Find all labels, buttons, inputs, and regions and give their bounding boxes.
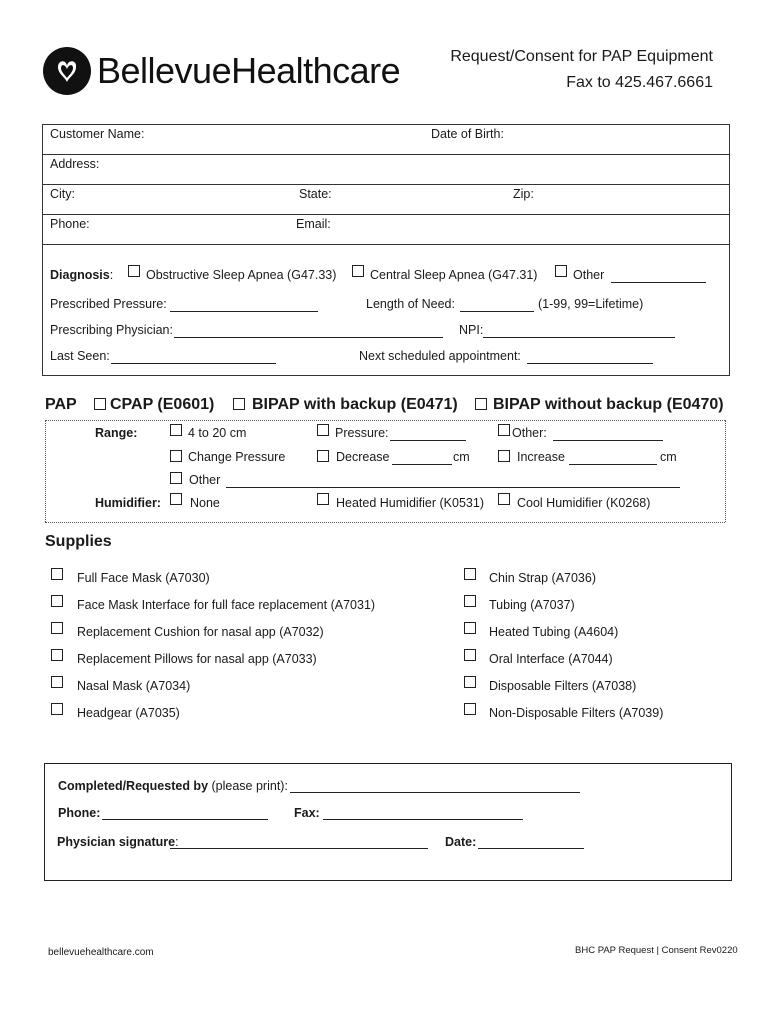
increase-field[interactable] <box>569 452 657 465</box>
pressure-label: Pressure: <box>335 426 389 440</box>
increase-checkbox[interactable] <box>498 450 510 462</box>
supply-item[interactable] <box>463 593 723 620</box>
completion-fax-field[interactable] <box>323 807 523 820</box>
supply-checkbox[interactable] <box>51 703 63 715</box>
form-title: Request/Consent for PAP Equipment <box>450 48 713 65</box>
supply-item[interactable] <box>463 674 723 701</box>
npi-label: NPI: <box>459 323 484 337</box>
supply-item[interactable] <box>50 566 430 593</box>
supplies-left-list <box>50 566 430 728</box>
supply-item[interactable] <box>463 701 723 728</box>
cpap-checkbox[interactable] <box>94 398 106 410</box>
supply-label: Disposable Filters (A7038) <box>489 679 637 693</box>
completed-by-row <box>58 779 288 793</box>
npi-field[interactable] <box>483 325 675 338</box>
next-appointment-label: Next scheduled appointment: <box>359 349 521 363</box>
completed-by-label: Completed/Requested by <box>58 779 209 793</box>
change-pressure-checkbox[interactable] <box>170 450 182 462</box>
supply-item[interactable] <box>50 674 430 701</box>
signature-date-label: Date: <box>445 835 477 849</box>
pap-heading: PAP <box>45 396 77 413</box>
next-appointment-field[interactable] <box>527 351 653 364</box>
range-4-20-label: 4 to 20 cm <box>188 426 247 440</box>
physician-signature-label: Physician signature <box>57 835 176 849</box>
phone-label: Phone: <box>50 217 90 231</box>
prescribed-pressure-label: Prescribed Pressure: <box>50 297 167 311</box>
state-label: State: <box>299 187 332 201</box>
last-seen-label: Last Seen: <box>50 349 110 363</box>
supply-item[interactable] <box>50 593 430 620</box>
zip-label: Zip: <box>513 187 534 201</box>
decrease-field[interactable] <box>392 452 452 465</box>
supply-item[interactable] <box>50 701 430 728</box>
range-4-20-checkbox[interactable] <box>170 424 182 436</box>
length-of-need-hint: (1-99, 99=Lifetime) <box>538 297 644 311</box>
supply-label: Non-Disposable Filters (A7039) <box>489 706 664 720</box>
customer-name-label: Customer Name: <box>50 127 145 141</box>
supply-checkbox[interactable] <box>51 568 63 580</box>
decrease-label: Decrease <box>336 450 390 464</box>
supply-item[interactable] <box>463 647 723 674</box>
increase-label: Increase <box>517 450 565 464</box>
supply-label: Replacement Pillows for nasal app (A7033) <box>77 652 317 666</box>
supply-checkbox[interactable] <box>464 568 476 580</box>
pressure-field[interactable] <box>390 428 466 441</box>
supply-checkbox[interactable] <box>51 649 63 661</box>
supply-checkbox[interactable] <box>464 703 476 715</box>
dob-label: Date of Birth: <box>431 127 504 141</box>
supply-item[interactable] <box>50 647 430 674</box>
csa-checkbox[interactable] <box>352 265 364 277</box>
completion-fax-label: Fax: <box>294 806 320 820</box>
supply-label: Replacement Cushion for nasal app (A7032) <box>77 625 324 639</box>
humidifier-none-checkbox[interactable] <box>170 493 182 505</box>
bipap-backup-checkbox[interactable] <box>233 398 245 410</box>
customer-info-box <box>42 124 730 376</box>
footer-website: bellevuehealthcare.com <box>48 947 154 958</box>
prescribing-physician-field[interactable] <box>174 325 443 338</box>
range-other-field[interactable] <box>553 428 663 441</box>
completion-phone-label: Phone: <box>58 806 101 820</box>
diagnosis-row: Diagnosis: <box>50 268 114 282</box>
physician-signature-field[interactable] <box>170 836 428 849</box>
signature-date-field[interactable] <box>478 836 584 849</box>
humidifier-label: Humidifier: <box>95 496 161 510</box>
supply-label: Nasal Mask (A7034) <box>77 679 191 693</box>
prescribing-physician-label: Prescribing Physician: <box>50 323 173 337</box>
cool-humidifier-checkbox[interactable] <box>498 493 510 505</box>
supply-checkbox[interactable] <box>51 676 63 688</box>
bellevue-logo-icon <box>42 46 92 96</box>
last-seen-field[interactable] <box>111 351 276 364</box>
supply-label: Face Mask Interface for full face replacement (A7031) <box>77 598 376 612</box>
supply-checkbox[interactable] <box>464 676 476 688</box>
change-pressure-label: Change Pressure <box>188 450 286 464</box>
supply-checkbox[interactable] <box>464 649 476 661</box>
diagnosis-other-label: Other <box>573 268 605 282</box>
length-of-need-field[interactable] <box>460 299 534 312</box>
diagnosis-label: Diagnosis <box>50 268 110 282</box>
supply-label: Headgear (A7035) <box>77 706 180 720</box>
heated-humidifier-checkbox[interactable] <box>317 493 329 505</box>
decrease-checkbox[interactable] <box>317 450 329 462</box>
please-print-label: (please print): <box>208 779 288 793</box>
supply-checkbox[interactable] <box>51 622 63 634</box>
pressure-checkbox[interactable] <box>317 424 329 436</box>
length-of-need-label: Length of Need: <box>366 297 455 311</box>
supply-label: Heated Tubing (A4604) <box>489 625 619 639</box>
osa-checkbox[interactable] <box>128 265 140 277</box>
fax-number: Fax to 425.467.6661 <box>566 74 713 91</box>
email-label: Email: <box>296 217 331 231</box>
brand-logo <box>42 46 92 96</box>
supply-checkbox[interactable] <box>464 595 476 607</box>
supply-checkbox[interactable] <box>464 622 476 634</box>
supplies-right-list <box>463 566 723 728</box>
bipap-backup-label: BIPAP with backup (E0471) <box>252 396 458 413</box>
supply-item[interactable] <box>463 620 723 647</box>
range-other-label: Other: <box>512 426 547 440</box>
brand-name: BellevueHealthcare <box>97 50 401 91</box>
change-other-label: Other <box>189 473 221 487</box>
cpap-label: CPAP (E0601) <box>110 396 215 413</box>
address-label: Address: <box>50 157 100 171</box>
humidifier-none-label: None <box>190 496 220 510</box>
diagnosis-other-field[interactable] <box>611 270 706 283</box>
supply-label: Chin Strap (A7036) <box>489 571 597 585</box>
increase-unit: cm <box>660 450 677 464</box>
change-other-field[interactable] <box>226 475 680 488</box>
supplies-heading: Supplies <box>45 533 112 550</box>
osa-label: Obstructive Sleep Apnea (G47.33) <box>146 268 337 282</box>
range-label: Range: <box>95 426 138 440</box>
supply-checkbox[interactable] <box>51 595 63 607</box>
supply-item[interactable] <box>463 566 723 593</box>
supply-label: Oral Interface (A7044) <box>489 652 613 666</box>
completed-by-field[interactable] <box>290 780 580 793</box>
supply-label: Tubing (A7037) <box>489 598 575 612</box>
cool-humidifier-label: Cool Humidifier (K0268) <box>517 496 651 510</box>
diagnosis-other-checkbox[interactable] <box>555 265 567 277</box>
heated-humidifier-label: Heated Humidifier (K0531) <box>336 496 484 510</box>
change-other-checkbox[interactable] <box>170 472 182 484</box>
supply-item[interactable] <box>50 620 430 647</box>
csa-label: Central Sleep Apnea (G47.31) <box>370 268 538 282</box>
city-label: City: <box>50 187 75 201</box>
physician-signature-row: Physician signature: <box>57 835 179 849</box>
footer-form-id: BHC PAP Request | Consent Rev0220 <box>575 945 738 956</box>
bipap-no-backup-label: BIPAP without backup (E0470) <box>493 396 724 413</box>
prescribed-pressure-field[interactable] <box>170 299 318 312</box>
range-other-checkbox[interactable] <box>498 424 510 436</box>
completion-phone-field[interactable] <box>102 807 268 820</box>
decrease-unit: cm <box>453 450 470 464</box>
bipap-no-backup-checkbox[interactable] <box>475 398 487 410</box>
supply-label: Full Face Mask (A7030) <box>77 571 210 585</box>
